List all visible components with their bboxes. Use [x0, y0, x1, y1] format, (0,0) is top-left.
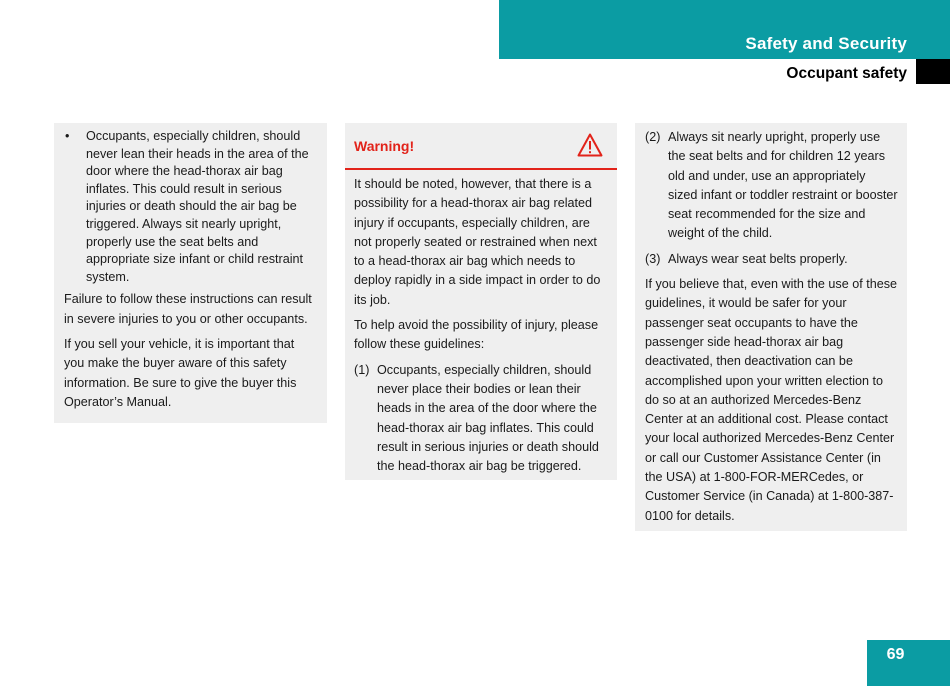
warning-label: Warning!	[354, 138, 415, 154]
bullet-text: Occupants, especially children, should never lean their heads in the area of the door where the head-thorax air bag inflates. This could result in serious injuries or death should the air bag be triggered. Always sit nearly upright, properly use the seat belts and appropriate size infant or child restraint system.	[86, 129, 309, 284]
paragraph: If you sell your vehicle, it is important that you make the buyer aware of this safety information. Be sure to give the buyer this Operator’s Manual.	[64, 336, 297, 409]
thumb-tab	[916, 59, 950, 84]
page-number: 69	[886, 646, 905, 663]
warning-triangle-icon	[577, 133, 603, 157]
bullet-icon: •	[65, 129, 70, 143]
paragraph: To help avoid the possibility of injury, please follow these guidelines:	[354, 318, 599, 352]
section-title: Safety and Security	[745, 34, 907, 53]
paragraph: It should be noted, however, that there is a possibility for a head-thorax air bag related injury if occupants, especially children, are not properly seated or restrained when next to a head-thorax air bag which needs to deploy rapidly in a side impact in order to do its job.	[354, 177, 601, 307]
warning-box	[345, 123, 617, 480]
text-column-left	[54, 123, 327, 423]
paragraph: Failure to follow these instructions can result in severe injuries to you or other occupants.	[64, 292, 312, 326]
warning-header	[345, 123, 617, 170]
page-number-box	[867, 640, 950, 686]
numbered-item	[645, 128, 898, 244]
item-number: (3)	[645, 251, 661, 266]
text-column-right	[635, 123, 907, 531]
numbered-item	[645, 250, 898, 269]
item-text: Always wear seat belts properly.	[668, 251, 848, 266]
paragraph: If you believe that, even with the use of these guidelines, it would be safer for your passenger seat occupants to have the passenger side head-thorax air bag deactivated, then deactivation can be accomplished upon your written election to do so at an authorized Mercedes-Benz Center at an additional cost. Please contact your local authorized Mercedes-Benz Center or call our Customer Assistance Center (in the USA) at 1-800-FOR-MERCedes, or Customer Service (in Canada) at 1-800-387-0100 for details.	[645, 277, 898, 523]
item-text: Always sit nearly upright, properly use the seat belts and for children 12 years old and under, use an appropriately sized infant or toddler restraint or booster seat recommended for the size and weight of the child.	[668, 130, 898, 241]
warning-body	[345, 170, 617, 476]
item-number: (2)	[645, 130, 661, 144]
item-number: (1)	[354, 362, 370, 377]
bullet-item	[64, 128, 318, 286]
item-text: Occupants, especially children, should never place their bodies or lean their heads in the area of the door where the head-thorax air bag inflates. This could result in serious injuries or death should the head-thorax air bag be triggered.	[377, 362, 599, 474]
numbered-item	[354, 361, 608, 477]
section-subtitle: Occupant safety	[786, 65, 907, 82]
